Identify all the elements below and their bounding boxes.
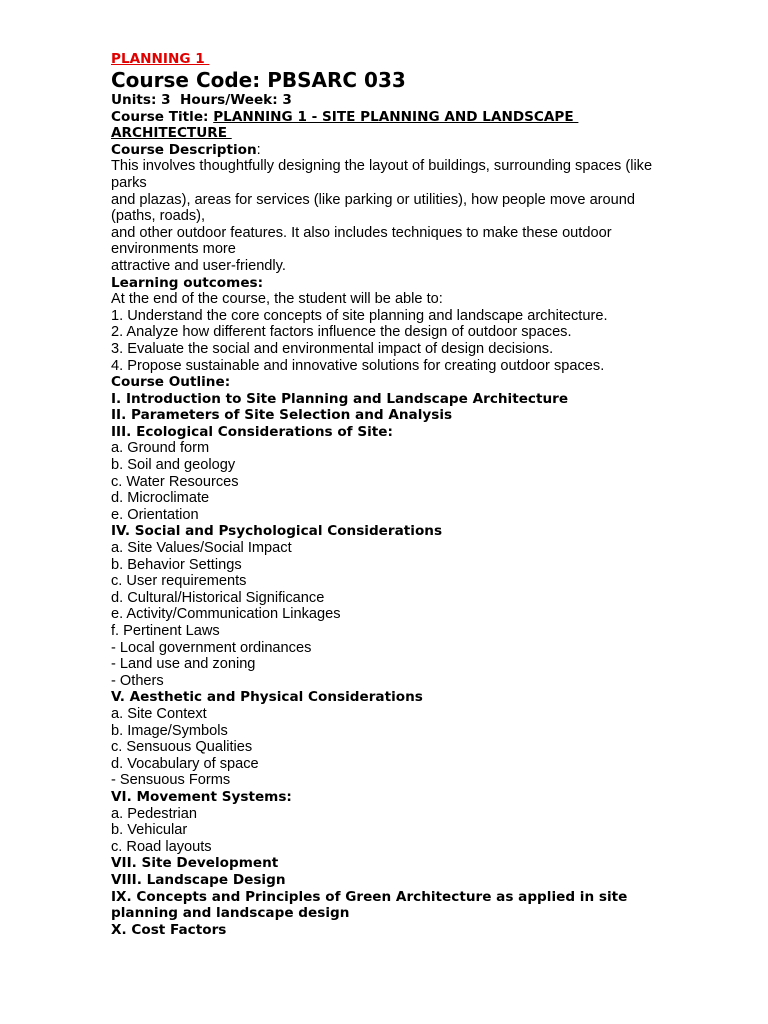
outline-section-title: V. Aesthetic and Physical Considerations [111, 689, 423, 706]
course-title-continued [111, 125, 751, 142]
course-outline-list [111, 391, 751, 939]
outcome-item: 1. Understand the core concepts of site planning and landscape architecture. [111, 307, 608, 324]
outline-section-title: VI. Movement Systems: [111, 788, 292, 805]
course-description-heading [111, 142, 751, 159]
outline-section-title: VIII. Landscape Design [111, 871, 286, 888]
outline-item: d. Cultural/Historical Significance [111, 589, 325, 606]
outline-section-title: III. Ecological Considerations of Site: [111, 423, 393, 440]
course-code: Course Code: PBSARC 033 [111, 68, 406, 92]
description-line: parks [111, 174, 147, 191]
outline-section-title: I. Introduction to Site Planning and Landscape Architecture [111, 390, 569, 407]
outline-item: a. Site Values/Social Impact [111, 540, 292, 557]
document-page [111, 50, 751, 938]
outline-item: c. Sensuous Qualities [111, 739, 253, 756]
outline-item: e. Activity/Communication Linkages [111, 606, 341, 623]
outline-item: c. User requirements [111, 573, 247, 590]
outline-section-title: planning and landscape design [111, 905, 350, 922]
outline-item: b. Vehicular [111, 822, 188, 839]
planning-label: PLANNING 1 [111, 51, 210, 67]
outline-item: a. Pedestrian [111, 805, 197, 822]
outline-item: - Local government ordinances [111, 639, 312, 656]
outline-item: b. Image/Symbols [111, 722, 228, 739]
outline-section-title: IX. Concepts and Principles of Green Architecture as applied in site [111, 888, 628, 905]
description-heading-text: Course Description [111, 141, 257, 158]
course-description-body [111, 158, 751, 274]
learning-outcomes-heading: Learning outcomes: [111, 274, 264, 291]
course-title-value-1: PLANNING 1 - SITE PLANNING AND LANDSCAPE [213, 108, 579, 125]
course-outline-heading: Course Outline: [111, 374, 231, 391]
outcomes-intro: At the end of the course, the student will be able to: [111, 291, 443, 308]
outline-item: a. Ground form [111, 440, 210, 457]
description-line: (paths, roads), [111, 208, 206, 225]
outcome-item: 3. Evaluate the social and environmental impact of design decisions. [111, 340, 554, 357]
description-line: and other outdoor features. It also includes techniques to make these outdoor [111, 224, 612, 241]
outline-section-title: II. Parameters of Site Selection and Analysis [111, 407, 453, 424]
description-line: environments more [111, 241, 236, 258]
outline-item: - Land use and zoning [111, 656, 256, 673]
outcome-item: 4. Propose sustainable and innovative solutions for creating outdoor spaces. [111, 357, 605, 374]
outline-item: c. Road layouts [111, 838, 212, 855]
outline-item: - Sensuous Forms [111, 772, 231, 789]
course-title-label: Course Title: [111, 108, 214, 125]
outline-item: c. Water Resources [111, 473, 239, 490]
units-line: Units: 3 Hours/Week: 3 [111, 92, 292, 108]
outline-item: b. Behavior Settings [111, 556, 242, 573]
course-title [111, 109, 751, 126]
description-line: and plazas), areas for services (like parking or utilities), how people move around [111, 191, 636, 208]
outline-item: d. Microclimate [111, 490, 210, 507]
outline-section-title: VII. Site Development [111, 855, 279, 872]
outcome-item: 2. Analyze how different factors influence the design of outdoor spaces. [111, 324, 572, 341]
outline-section-title: IV. Social and Psychological Considerations [111, 523, 443, 540]
outline-item: b. Soil and geology [111, 457, 236, 474]
learning-outcomes-list [111, 291, 751, 374]
outline-item: f. Pertinent Laws [111, 623, 220, 639]
outline-item: - Others [111, 672, 164, 689]
description-line: This involves thoughtfully designing the layout of buildings, surrounding spaces (like [111, 158, 653, 175]
outline-section-title: X. Cost Factors [111, 921, 227, 938]
outline-item: d. Vocabulary of space [111, 755, 259, 772]
outline-item: a. Site Context [111, 705, 207, 722]
description-heading-colon: : [256, 141, 261, 158]
course-title-value-2: ARCHITECTURE [111, 125, 232, 142]
outline-item: e. Orientation [111, 506, 199, 523]
description-line: attractive and user-friendly. [111, 257, 286, 274]
